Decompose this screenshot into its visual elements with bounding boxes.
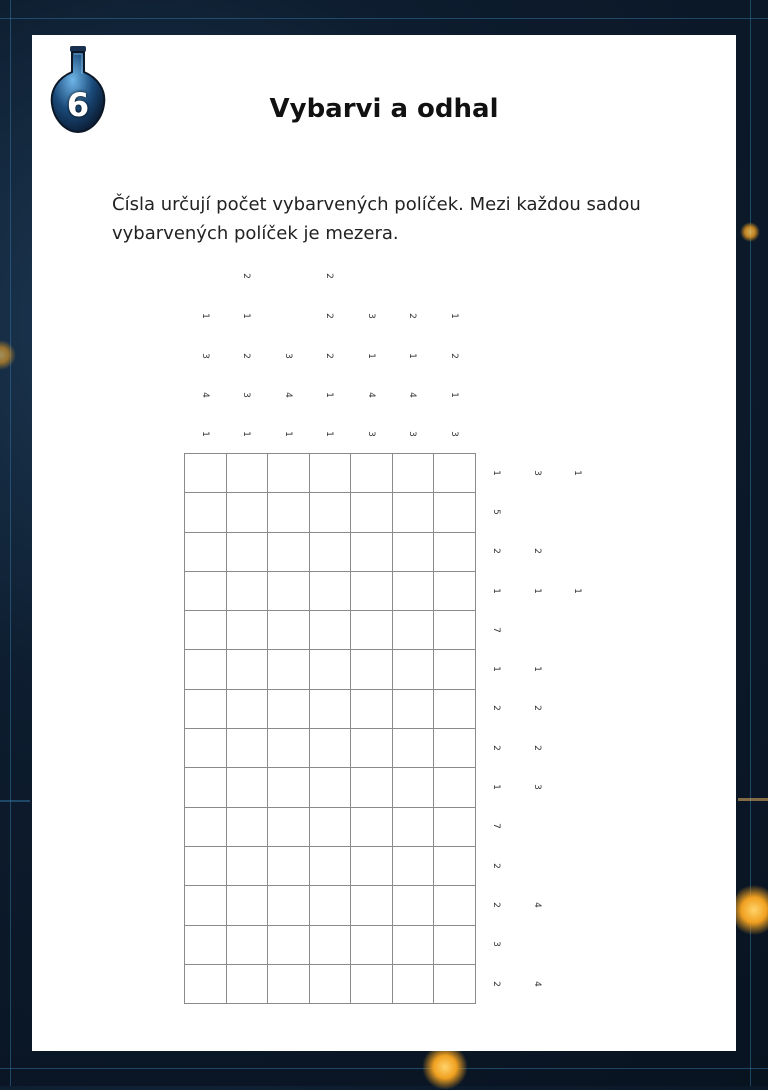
grid-cell[interactable] bbox=[393, 808, 435, 847]
grid-cell[interactable] bbox=[310, 650, 352, 689]
row-clue: 3 bbox=[532, 469, 542, 476]
circuit-line bbox=[0, 1068, 768, 1069]
grid-cell[interactable] bbox=[351, 454, 393, 493]
row-clue: 2 bbox=[491, 548, 501, 555]
row-clue: 2 bbox=[491, 862, 501, 869]
circuit-line bbox=[738, 798, 768, 801]
row-clue: 1 bbox=[532, 587, 542, 594]
grid-cell[interactable] bbox=[185, 926, 227, 965]
grid-cell[interactable] bbox=[268, 847, 310, 886]
row-clue: 2 bbox=[491, 980, 501, 987]
grid-cell[interactable] bbox=[185, 808, 227, 847]
column-clue: 1 bbox=[448, 313, 459, 319]
grid-cell[interactable] bbox=[227, 533, 269, 572]
row-clue: 3 bbox=[491, 941, 501, 948]
grid-cell[interactable] bbox=[393, 533, 435, 572]
grid-cell[interactable] bbox=[310, 808, 352, 847]
column-clue: 2 bbox=[324, 273, 335, 279]
circuit-line bbox=[10, 0, 11, 1086]
grid-cell[interactable] bbox=[268, 493, 310, 532]
grid-cell[interactable] bbox=[351, 926, 393, 965]
grid-cell[interactable] bbox=[268, 729, 310, 768]
grid-cell[interactable] bbox=[185, 965, 227, 1004]
column-clue: 2 bbox=[324, 313, 335, 319]
grid-cell[interactable] bbox=[393, 965, 435, 1004]
grid-cell[interactable] bbox=[227, 690, 269, 729]
column-clue: 1 bbox=[241, 313, 252, 319]
grid-cell[interactable] bbox=[434, 454, 476, 493]
grid-cell[interactable] bbox=[393, 926, 435, 965]
grid-cell[interactable] bbox=[393, 886, 435, 925]
grid-cell[interactable] bbox=[351, 611, 393, 650]
column-clue: 3 bbox=[365, 313, 376, 319]
row-clue: 7 bbox=[491, 626, 501, 633]
grid-cell[interactable] bbox=[227, 808, 269, 847]
circuit-line bbox=[0, 18, 768, 19]
grid-cell[interactable] bbox=[268, 965, 310, 1004]
grid-cell[interactable] bbox=[185, 768, 227, 807]
row-clue: 1 bbox=[491, 784, 501, 790]
grid-cell[interactable] bbox=[185, 650, 227, 689]
circuit-line bbox=[0, 800, 30, 802]
grid-cell[interactable] bbox=[351, 729, 393, 768]
grid-cell[interactable] bbox=[393, 768, 435, 807]
column-clue: 4 bbox=[282, 392, 293, 398]
page-title: Vybarvi a odhal bbox=[269, 94, 499, 124]
row-clue: 2 bbox=[532, 705, 542, 712]
badge-number: 6 bbox=[66, 86, 90, 124]
grid-cell[interactable] bbox=[393, 572, 435, 611]
grid-cell[interactable] bbox=[393, 729, 435, 768]
grid-cell[interactable] bbox=[310, 768, 352, 807]
grid-cell[interactable] bbox=[227, 611, 269, 650]
grid-cell[interactable] bbox=[185, 454, 227, 493]
row-clue: 2 bbox=[491, 902, 501, 908]
row-clue: 4 bbox=[532, 902, 542, 908]
grid-cell[interactable] bbox=[310, 611, 352, 650]
instructions-text: Čísla určují počet vybarvených políček. Mezi každou sadou vybarvených políček je mezera. bbox=[112, 194, 641, 244]
column-clue: 3 bbox=[241, 392, 252, 398]
grid-cell[interactable] bbox=[434, 768, 476, 807]
grid-cell[interactable] bbox=[393, 611, 435, 650]
grid-cell[interactable] bbox=[310, 690, 352, 729]
row-clue: 3 bbox=[532, 784, 542, 790]
column-clue: 4 bbox=[407, 392, 418, 398]
grid-cell[interactable] bbox=[227, 886, 269, 925]
grid-cell[interactable] bbox=[227, 965, 269, 1004]
grid-cell[interactable] bbox=[227, 768, 269, 807]
grid-cell[interactable] bbox=[268, 454, 310, 493]
column-clue: 3 bbox=[448, 431, 459, 437]
grid-cell[interactable] bbox=[227, 650, 269, 689]
row-clue: 5 bbox=[491, 509, 501, 515]
grid-cell[interactable] bbox=[351, 808, 393, 847]
row-clue: 2 bbox=[491, 744, 501, 751]
grid-cell[interactable] bbox=[268, 886, 310, 925]
grid-cell[interactable] bbox=[434, 808, 476, 847]
column-clue: 1 bbox=[324, 392, 335, 398]
grid-cell[interactable] bbox=[310, 493, 352, 532]
row-clue: 2 bbox=[532, 744, 542, 751]
grid-cell[interactable] bbox=[185, 886, 227, 925]
grid-cell[interactable] bbox=[351, 572, 393, 611]
grid-cell[interactable] bbox=[227, 493, 269, 532]
grid-cell[interactable] bbox=[310, 729, 352, 768]
grid-cell[interactable] bbox=[351, 690, 393, 729]
grid-cell[interactable] bbox=[310, 454, 352, 493]
grid-cell[interactable] bbox=[185, 847, 227, 886]
row-clue: 1 bbox=[532, 666, 542, 672]
grid-cell[interactable] bbox=[268, 650, 310, 689]
grid-cell[interactable] bbox=[434, 847, 476, 886]
row-clue: 1 bbox=[491, 469, 501, 476]
row-clue: 1 bbox=[491, 666, 501, 672]
grid-cell[interactable] bbox=[227, 729, 269, 768]
row-clue: 1 bbox=[572, 587, 582, 594]
grid-cell[interactable] bbox=[434, 886, 476, 925]
grid-cell[interactable] bbox=[393, 493, 435, 532]
grid-cell[interactable] bbox=[351, 847, 393, 886]
column-clue: 3 bbox=[282, 353, 293, 359]
grid-cell[interactable] bbox=[393, 454, 435, 493]
column-clue: 1 bbox=[199, 431, 210, 437]
column-clue: 2 bbox=[324, 353, 335, 359]
grid-cell[interactable] bbox=[185, 611, 227, 650]
grid-cell[interactable] bbox=[351, 493, 393, 532]
column-clue: 1 bbox=[282, 431, 293, 437]
grid-cell[interactable] bbox=[227, 454, 269, 493]
row-clue: 2 bbox=[532, 548, 542, 555]
grid-cell[interactable] bbox=[185, 493, 227, 532]
grid-cell[interactable] bbox=[310, 572, 352, 611]
glow-light bbox=[734, 880, 768, 940]
row-clue: 2 bbox=[491, 705, 501, 712]
grid-cell[interactable] bbox=[268, 808, 310, 847]
column-clue: 3 bbox=[407, 431, 418, 437]
grid-cell[interactable] bbox=[227, 847, 269, 886]
grid-cell[interactable] bbox=[310, 965, 352, 1004]
grid-cell[interactable] bbox=[393, 847, 435, 886]
column-clue: 1 bbox=[324, 431, 335, 437]
grid-cell[interactable] bbox=[310, 847, 352, 886]
grid-cell[interactable] bbox=[351, 768, 393, 807]
column-clue: 1 bbox=[407, 353, 418, 359]
grid-cell[interactable] bbox=[185, 690, 227, 729]
grid-cell[interactable] bbox=[268, 690, 310, 729]
grid-cell[interactable] bbox=[310, 926, 352, 965]
grid-cell[interactable] bbox=[310, 886, 352, 925]
grid-cell[interactable] bbox=[310, 533, 352, 572]
row-clue: 4 bbox=[532, 980, 542, 987]
column-clue: 1 bbox=[365, 353, 376, 359]
glow-light bbox=[0, 340, 16, 370]
grid-cell[interactable] bbox=[351, 965, 393, 1004]
nonogram-grid bbox=[184, 453, 476, 1004]
column-clue: 1 bbox=[241, 431, 252, 437]
grid-cell[interactable] bbox=[185, 533, 227, 572]
grid-cell[interactable] bbox=[434, 533, 476, 572]
column-clue: 1 bbox=[199, 313, 210, 319]
grid-cell[interactable] bbox=[351, 533, 393, 572]
grid-cell[interactable] bbox=[434, 611, 476, 650]
grid-cell[interactable] bbox=[434, 926, 476, 965]
row-clue: 1 bbox=[572, 469, 582, 476]
grid-cell[interactable] bbox=[434, 572, 476, 611]
grid-cell[interactable] bbox=[434, 729, 476, 768]
row-clue: 1 bbox=[491, 587, 501, 594]
grid-cell[interactable] bbox=[434, 965, 476, 1004]
grid-cell[interactable] bbox=[268, 926, 310, 965]
glow-light bbox=[740, 222, 760, 242]
grid-cell[interactable] bbox=[393, 690, 435, 729]
column-clue: 2 bbox=[448, 353, 459, 359]
grid-cell[interactable] bbox=[268, 533, 310, 572]
grid-cell[interactable] bbox=[434, 650, 476, 689]
column-clue: 4 bbox=[365, 392, 376, 398]
grid-cell[interactable] bbox=[351, 886, 393, 925]
column-clue: 4 bbox=[199, 392, 210, 398]
column-clue: 1 bbox=[448, 392, 459, 398]
grid-cell[interactable] bbox=[227, 926, 269, 965]
grid-cell[interactable] bbox=[268, 572, 310, 611]
grid-cell[interactable] bbox=[227, 572, 269, 611]
grid-cell[interactable] bbox=[268, 611, 310, 650]
grid-cell[interactable] bbox=[185, 572, 227, 611]
row-clue: 7 bbox=[491, 823, 501, 830]
column-clue: 3 bbox=[199, 353, 210, 359]
column-clue: 2 bbox=[241, 353, 252, 359]
grid-cell[interactable] bbox=[393, 650, 435, 689]
column-clue: 2 bbox=[241, 273, 252, 279]
grid-cell[interactable] bbox=[434, 690, 476, 729]
grid-cell[interactable] bbox=[434, 493, 476, 532]
column-clue: 3 bbox=[365, 431, 376, 437]
grid-cell[interactable] bbox=[185, 729, 227, 768]
column-clue: 2 bbox=[407, 313, 418, 319]
grid-cell[interactable] bbox=[268, 768, 310, 807]
grid-cell[interactable] bbox=[351, 650, 393, 689]
